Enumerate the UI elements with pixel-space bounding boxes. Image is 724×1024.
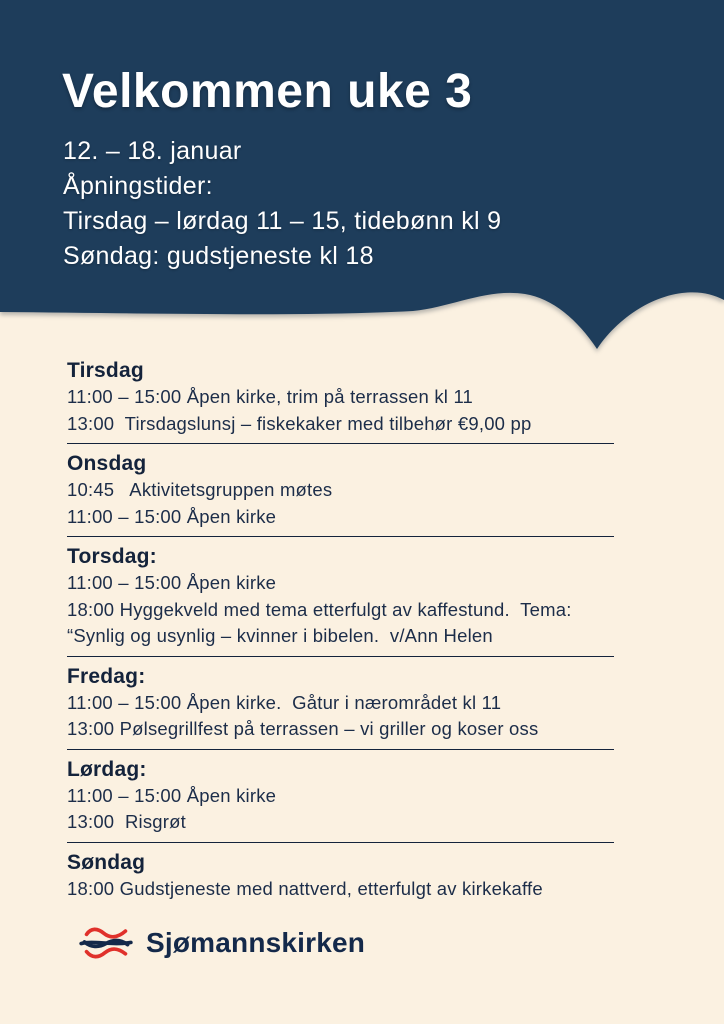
day-items [67, 384, 614, 437]
schedule-item: 11:00 – 15:00 Åpen kirke [67, 505, 277, 527]
weekly-schedule [67, 358, 614, 902]
brand-footer [79, 924, 365, 962]
day-title: Søndag [67, 850, 146, 874]
day-title: Onsdag [67, 452, 147, 475]
section-divider [67, 842, 614, 843]
opening-hours-weekdays: Tirsdag – lørdag 11 – 15, tidebønn kl 9 [63, 207, 502, 235]
day-items [67, 783, 614, 836]
day-title: Torsdag: [67, 545, 157, 568]
day-items [67, 876, 614, 903]
day-section [67, 358, 614, 444]
brand-name: Sjømannskirken [146, 927, 366, 958]
day-section [67, 757, 614, 843]
day-items [67, 477, 614, 530]
schedule-item: 13:00 Tirsdagslunsj – fiskekaker med tilbehør €9,00 pp [67, 412, 532, 434]
header-subtitle [63, 134, 501, 274]
schedule-item: 10:45 Aktivitetsgruppen møtes [67, 479, 333, 500]
day-title: Lørdag: [67, 757, 147, 781]
schedule-item: 13:00 Risgrøt [67, 811, 186, 832]
day-section [67, 544, 614, 657]
schedule-item: “Synlig og usynlig – kvinner i bibelen. v/Ann Helen [67, 625, 493, 646]
day-title: Fredag: [67, 664, 146, 688]
section-divider [67, 749, 614, 750]
day-title: Tirsdag [67, 359, 144, 382]
schedule-item: 18:00 Gudstjeneste med nattverd, etterfulgt av kirkekaffe [67, 877, 543, 899]
day-items [67, 570, 614, 650]
schedule-item: 11:00 – 15:00 Åpen kirke [67, 784, 277, 806]
section-divider [67, 536, 614, 537]
waves-logo-icon [79, 924, 133, 962]
section-divider [67, 656, 614, 657]
schedule-item: 13:00 Pølsegrillfest på terrassen – vi griller og koser oss [67, 718, 539, 739]
schedule-item: 11:00 – 15:00 Åpen kirke [67, 572, 277, 593]
day-items [67, 690, 614, 743]
schedule-item: 11:00 – 15:00 Åpen kirke. Gåtur i nærområdet kl 11 [67, 691, 502, 713]
date-range: 12. – 18. januar [63, 137, 242, 165]
schedule-item: 18:00 Hyggekveld med tema etterfulgt av kaffestund. Tema: [67, 598, 572, 620]
day-section [67, 664, 614, 750]
section-divider [67, 443, 614, 444]
day-section [67, 451, 614, 537]
opening-hours-label: Åpningstider: [63, 172, 213, 200]
opening-hours-sunday: Søndag: gudstjeneste kl 18 [63, 242, 374, 270]
poster-title: Velkommen uke 3 [62, 65, 473, 118]
schedule-item: 11:00 – 15:00 Åpen kirke, trim på terrassen kl 11 [67, 386, 474, 407]
day-section [67, 850, 614, 903]
